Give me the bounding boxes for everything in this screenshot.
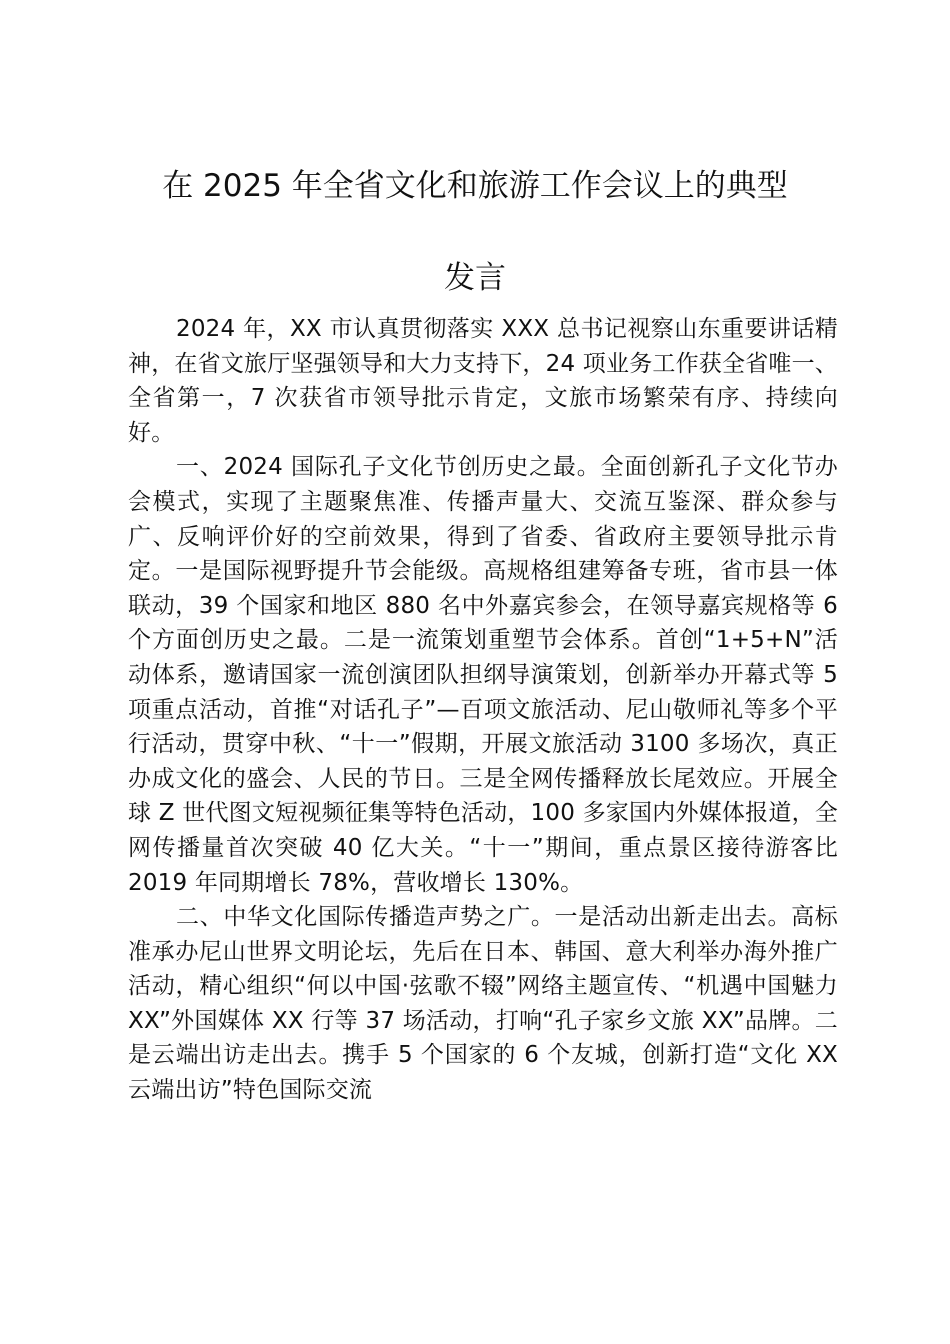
paragraph-intro: 2024 年，XX 市认真贯彻落实 XXX 总书记视察山东重要讲话精神，在省文旅厅坚强领导和大力支持下，24 项业务工作获全省唯一、全省第一，7 次获省市领导批示肯定，文旅市场繁荣有序、持续向好。	[128, 316, 838, 446]
paragraph-section-2: 二、中华文化国际传播造声势之广。一是活动出新走出去。高标准承办尼山世界文明论坛，先后在日本、韩国、意大利举办海外推广活动，精心组织“何以中国·弦歌不辍”网络主题宣传、“机遇中国魅力 XX”外国媒体 XX 行等 37 场活动，打响“孔子家乡文旅 XX”品牌。二是云端出访走出去。携手 5 个国家的 6 个友城，创新打造“文化 XX 云端出访”特色国际交流	[128, 904, 838, 1104]
document-title-line-2: 发言	[444, 260, 506, 296]
document-title-line-1: 在 2025 年全省文化和旅游工作会议上的典型	[162, 168, 788, 204]
paragraph-section-1: 一、2024 国际孔子文化节创历史之最。全面创新孔子文化节办会模式，实现了主题聚焦准、传播声量大、交流互鉴深、群众参与广、反响评价好的空前效果，得到了省委、省政府主要领导批示肯定。一是国际视野提升节会能级。高规格组建筹备专班，省市县一体联动，39 个国家和地区 880 名中外嘉宾参会，在领导嘉宾规格等 6 个方面创历史之最。二是一流策划重塑节会体系。首创“1+5+N”活动体系，邀请国家一流创演团队担纲导演策划，创新举办开幕式等 5 项重点活动，首推“对话孔子”—百项文旅活动、尼山敬师礼等多个平行活动，贯穿中秋、“十一”假期，开展文旅活动 3100 多场次，真正办成文化的盛会、人民的节日。三是全网传播释放长尾效应。开展全球 Z 世代图文短视频征集等特色活动，100 多家国内外媒体报道，全网传播量首次突破 40 亿大关。“十一”期间，重点景区接待游客比 2019 年同期增长 78%，营收增长 130%。	[128, 454, 838, 896]
document-body	[128, 312, 838, 1108]
